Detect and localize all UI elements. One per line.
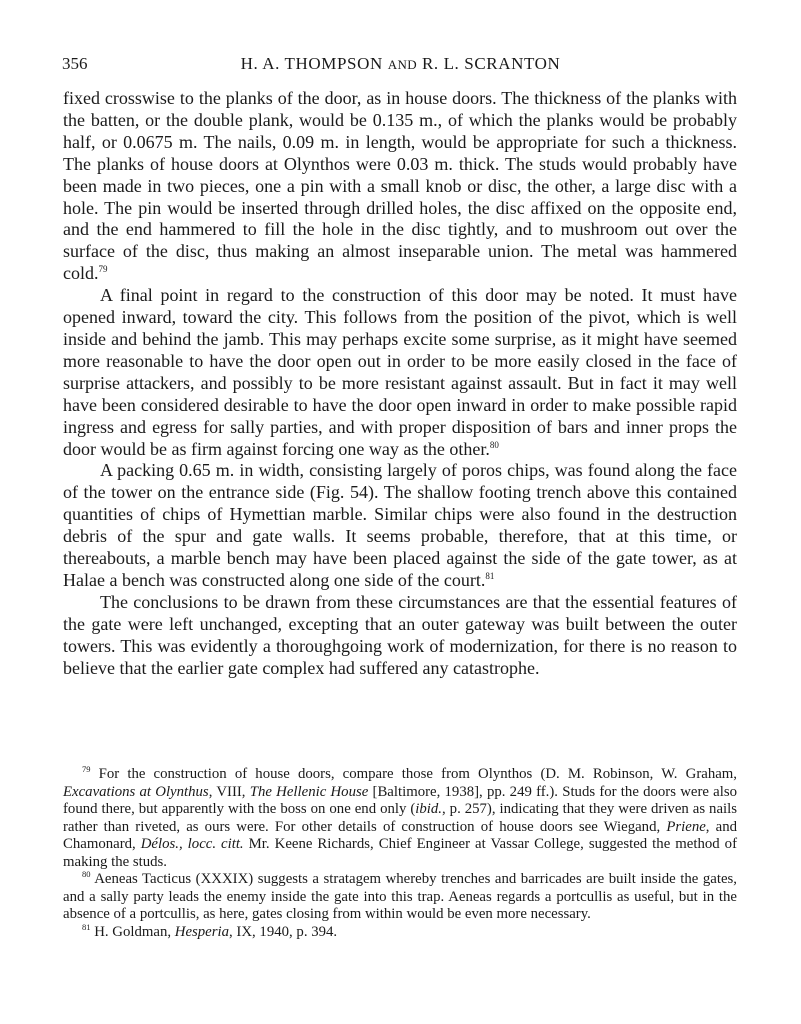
paragraph <box>63 285 737 460</box>
footnote-number: 79 <box>82 764 91 774</box>
running-header <box>62 54 739 78</box>
paragraph-text: The conclusions to be drawn from these circumstances are that the essential features of the gate were left unchanged, excepting that an outer gateway was built between the outer towers. This was evidently a thoroughgoing work of modernization, for there is no reason to believe that the earlier gate complex had suffered any catastrophe. <box>63 591 737 678</box>
footnote <box>63 921 737 942</box>
author-name: H. A. THOMPSON <box>240 54 383 73</box>
footnote-text: H. Goldman, <box>94 923 175 940</box>
citation-title: Hesperia <box>174 923 230 940</box>
conjunction: AND <box>387 57 418 72</box>
footnote <box>63 766 737 871</box>
paragraph-text: A packing 0.65 m. in width, consisting largely of poros chips, was found along the face of the tower on the entrance side (Fig. 54). The shallow footing trench above this contained quantities of chips of Hymettian marble. Similar chips were also found in the destruction debris of the spur and gate walls. It seems probable, therefore, that at this time, or thereabouts, a marble bench may have been placed against the side of the gate tower, as at Halae a bench was constructed along one side of the court. <box>63 460 737 590</box>
body-text <box>63 88 737 679</box>
citation-title: The Hellenic House <box>249 783 369 800</box>
footnote-text: , IX, 1940, p. 394. <box>229 923 338 940</box>
footnote-text: , p. 257), indicating that they were driven as nails rather than riveted, as ours were. For other details of construction of house doors see Wiegand, <box>63 801 738 835</box>
footnote-text: [Baltimore, 1938], pp. 249 ff.). Studs for the doors were also found there, but apparently with the boss on one end only ( <box>63 783 737 817</box>
paragraph <box>63 460 737 591</box>
footnote-reference[interactable]: 81 <box>485 570 495 581</box>
citation-title: Excavations at Olynthus <box>63 783 209 800</box>
page-number: 356 <box>62 54 88 73</box>
footnote-text: For the construction of house doors, compare those from Olynthos (D. M. Robinson, W. Graham, <box>98 766 737 782</box>
footnote-text: , VIII, <box>208 783 250 800</box>
citation-title: Priene <box>666 818 706 835</box>
footnote-text: , and Chamonard, <box>63 818 738 852</box>
footnote-number: 81 <box>82 921 91 932</box>
paragraph-text: A final point in regard to the construction of this door may be noted. It must have opened inward, toward the city. This follows from the position of the pivot, which is well inside and behind the jamb. This may perhaps excite some surprise, as it might have seemed more reasonable to have the door open out in order to be more easily closed in the face of surprise attackers, and possibly to be more resistant against assault. But in fact it may well have been considered desirable to have the door open inward in order to make possible rapid ingress and egress for sally parties, and with proper disposition of bars and inner props the door would be as firm against forcing one way as the other. <box>63 285 737 459</box>
footnote-number: 80 <box>82 869 91 879</box>
paragraph <box>63 592 737 680</box>
paragraph <box>63 88 737 285</box>
footnote-reference[interactable]: 79 <box>98 264 108 275</box>
paragraph-text: fixed crosswise to the planks of the door, as in house doors. The thickness of the planks with the batten, or the double plank, would be 0.135 m., of which the planks would be probably half, or 0.0675 m. The nails, 0.09 m. in length, would be appropriate for such a thickness. The planks of house doors at Olynthos were 0.03 m. thick. The studs would probably have been made in two pieces, one a pin with a small knob or disc, the other, a large disc with a hole. The pin would be inserted through drilled holes, the disc affixed on the opposite end, and the end hammered to fill the hole in the disc tightly, and to mushroom out over the surface of the disc, thus making an almost inseparable union. The metal was hammered cold. <box>63 88 737 284</box>
footnote-text: Mr. Keene Richards, Chief Engineer at Vassar College, suggested the method of making the studs. <box>63 836 737 870</box>
citation-title: ibid. <box>415 801 442 817</box>
running-title <box>62 54 739 74</box>
footnote-reference[interactable]: 80 <box>489 439 499 450</box>
citation-title: Délos., locc. citt. <box>140 836 244 852</box>
footnote <box>63 871 737 924</box>
author-name: R. L. SCRANTON <box>421 54 561 73</box>
footnotes <box>63 766 737 941</box>
footnote-text: Aeneas Tacticus (XXXIX) suggests a stratagem whereby trenches and barricades are built inside the gates, and a sally party leads the enemy inside the gate into this trap. Aeneas regards a portcullis as useful, but in the absence of a portcullis, as here, gates closing from within would be even more necessary. <box>63 871 738 922</box>
